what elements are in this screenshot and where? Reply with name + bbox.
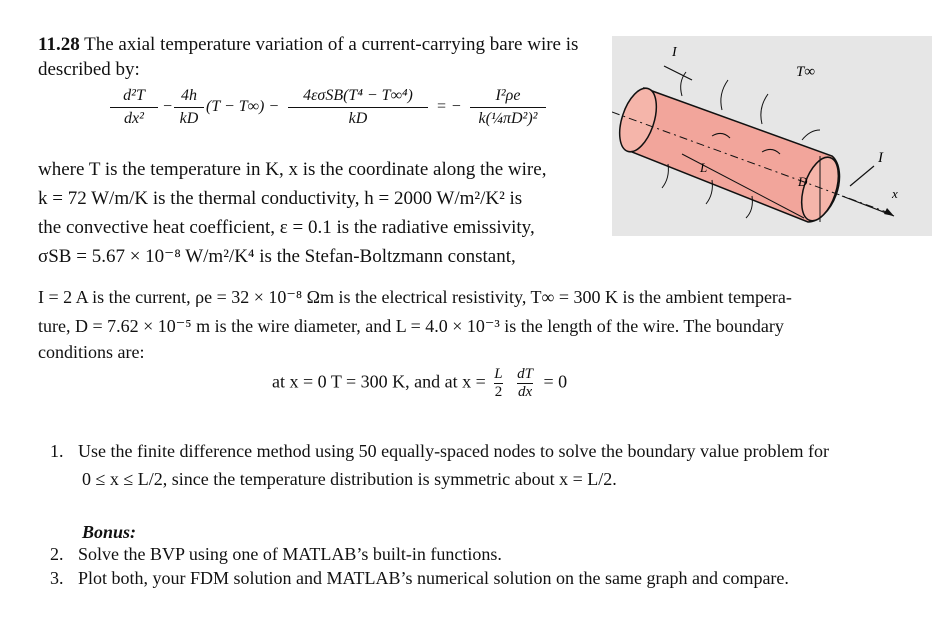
task-item-2: 2. Solve the BVP using one of MATLAB’s built-in functions. <box>50 544 502 564</box>
eq-equals: = − <box>436 98 462 115</box>
problem-heading <box>38 32 608 82</box>
eq-convective-rest: (T − T∞) − <box>206 98 280 115</box>
description-wide <box>38 283 918 363</box>
diameter-label: D <box>798 174 808 189</box>
ambient-temp-label: T∞ <box>796 64 816 80</box>
current-arrow-top <box>664 66 692 80</box>
task-item-3: 3. Plot both, your FDM solution and MATLAB’s numerical solution on the same graph and compare. <box>50 568 789 588</box>
eq-minus: − <box>162 98 173 115</box>
bc-derivative: $\frac{dT}{dx}$ <box>517 366 533 400</box>
current-label-top: I <box>672 45 677 60</box>
bonus-heading: Bonus: <box>82 522 137 542</box>
problem-number: 11.28 <box>38 34 80 55</box>
governing-equation <box>110 86 590 156</box>
x-axis-label: x <box>892 186 898 201</box>
length-label: L <box>700 160 708 175</box>
boundary-conditions <box>272 366 567 401</box>
bc-text: at x = 0 T = 300 K, and at x = <box>272 371 486 392</box>
eq-term-radiative: 4εσSB(T⁴ − T∞⁴) kD <box>288 86 428 129</box>
task-item-1-line-2: 0 ≤ x ≤ L/2, since the temperature distribution is symmetric about x = L/2. <box>82 469 617 489</box>
desc-line-2: k = 72 W/m/K is the thermal conductivity, h = 2000 W/m²/K² is <box>38 188 523 209</box>
wire-illustration <box>612 36 932 236</box>
desc-line-7: conditions are: <box>38 342 145 362</box>
wire-figure <box>612 36 932 236</box>
desc-line-4: σSB = 5.67 × 10⁻⁸ W/m²/K⁴ is the Stefan-Boltzmann constant, <box>38 246 516 267</box>
desc-line-6: ture, D = 7.62 × 10⁻⁵ m is the wire diameter, and L = 4.0 × 10⁻³ is the length of the wire. The boundary <box>38 316 784 336</box>
bc-end: = 0 <box>543 371 568 392</box>
desc-line-3: the convective heat coefficient, ε = 0.1 is the radiative emissivity, <box>38 217 535 238</box>
bc-half-length: $\frac{L}{2}$ <box>494 366 503 400</box>
task-item-1: 1. Use the finite difference method using 50 equally-spaced nodes to solve the boundary value problem for 0 ≤ x ≤ L/2, since the temperature distribution is symmetric about x = L/2. <box>50 440 940 490</box>
x-axis-arrowhead <box>884 208 894 216</box>
eq-term-second-derivative: d²T dx² <box>110 86 158 129</box>
desc-line-5: I = 2 A is the current, ρe = 32 × 10⁻⁸ Ωm is the electrical resistivity, T∞ = 300 K is the ambient tempera- <box>38 287 792 307</box>
desc-line-1: where T is the temperature in K, x is the coordinate along the wire, <box>38 159 547 180</box>
eq-term-joule: I²ρe k(¼πD²)² <box>470 86 546 129</box>
current-label-right: I <box>878 150 883 166</box>
problem-intro: The axial temperature variation of a current-carrying bare wire is described by: <box>38 34 579 80</box>
current-arrow-right <box>850 166 874 186</box>
description-narrow <box>38 155 608 271</box>
eq-term-convective-coef: 4h kD <box>174 86 204 129</box>
